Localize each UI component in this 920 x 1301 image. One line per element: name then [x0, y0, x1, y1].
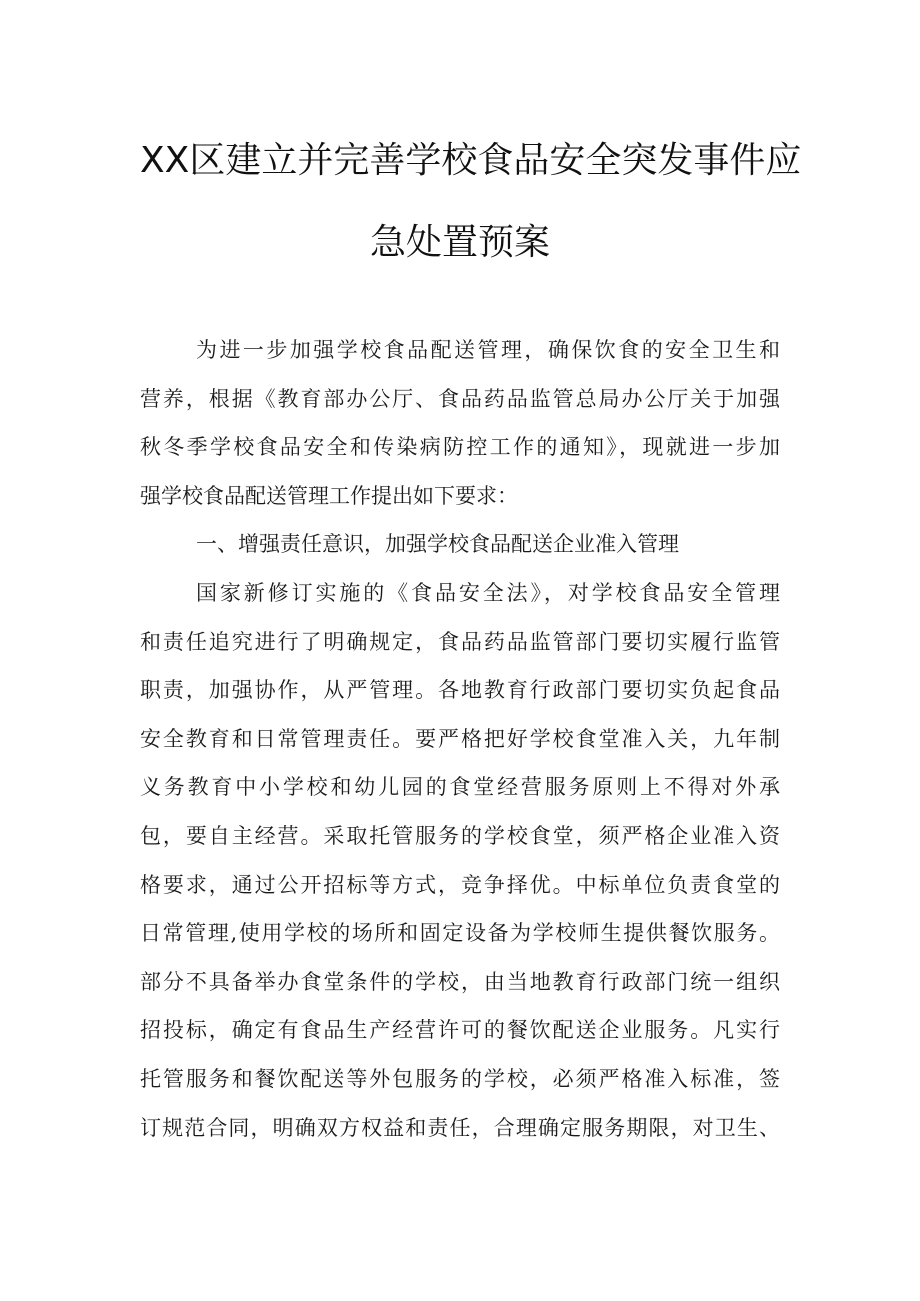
body-text-line-content: 强学校食品配送管理工作提出如下要求： — [140, 483, 518, 508]
body-text-line — [140, 1055, 780, 1104]
body-text-line — [140, 1104, 780, 1153]
body-text-line — [140, 1006, 780, 1055]
body-text-line-content: 包，要自主经营。采取托管服务的学校食堂，须严格企业准入资 — [140, 823, 780, 848]
body-text-line — [140, 423, 780, 472]
body-text-line-content: 招投标，确定有食品生产经营许可的餐饮配送企业服务。凡实行 — [140, 1018, 780, 1043]
body-text-line — [140, 520, 780, 569]
body-text-line — [140, 763, 780, 812]
body-text-line — [140, 909, 780, 958]
body-text-line — [140, 375, 780, 424]
body-text-line-content: 和责任追究进行了明确规定，食品药品监管部门要切实履行监管 — [140, 629, 780, 654]
body-text-line — [140, 569, 780, 618]
body-text-line — [140, 812, 780, 861]
body-text-line — [140, 958, 780, 1007]
body-text-line — [140, 472, 780, 521]
body-text-line-content: 订规范合同，明确双方权益和责任，合理确定服务期限，对卫生、 — [140, 1115, 780, 1140]
body-text-line-content: 营养，根据《教育部办公厅、食品药品监管总局办公厅关于加强 — [140, 386, 780, 411]
body-text-line — [140, 715, 780, 764]
body-text-line-content: 日常管理,使用学校的场所和固定设备为学校师生提供餐饮服务。 — [140, 921, 780, 946]
body-text-line-content: 义务教育中小学校和幼儿园的食堂经营服务原则上不得对外承 — [140, 775, 780, 800]
body-text-line — [140, 326, 780, 375]
document-title-line-1: XX区建立并完善学校食品安全突发事件应 — [140, 140, 802, 181]
document-body — [140, 326, 780, 1152]
document-title-line-2: 急处置预案 — [369, 222, 550, 263]
body-text-line-content: 一、增强责任意识，加强学校食品配送企业准入管理 — [196, 532, 679, 557]
body-text-line-content: 职责，加强协作，从严管理。各地教育行政部门要切实负起食品 — [140, 678, 780, 703]
body-text-line-content: 秋冬季学校食品安全和传染病防控工作的通知》，现就进一步加 — [140, 435, 780, 460]
body-text-line-content: 为进一步加强学校食品配送管理，确保饮食的安全卫生和 — [196, 338, 780, 362]
body-text-line — [140, 618, 780, 667]
body-text-line-content: 安全教育和日常管理责任。要严格把好学校食堂准入关，九年制 — [140, 726, 780, 751]
body-text-line-content: 国家新修订实施的《食品安全法》，对学校食品安全管理 — [196, 580, 780, 605]
body-text-line-content: 部分不具备举办食堂条件的学校，由当地教育行政部门统一组织 — [140, 969, 780, 994]
body-text-line-content: 格要求，通过公开招标等方式，竞争择优。中标单位负责食堂的 — [140, 872, 780, 897]
body-text-line-content: 托管服务和餐饮配送等外包服务的学校，必须严格准入标准，签 — [140, 1066, 780, 1091]
body-text-line — [140, 861, 780, 910]
body-text-line — [140, 666, 780, 715]
